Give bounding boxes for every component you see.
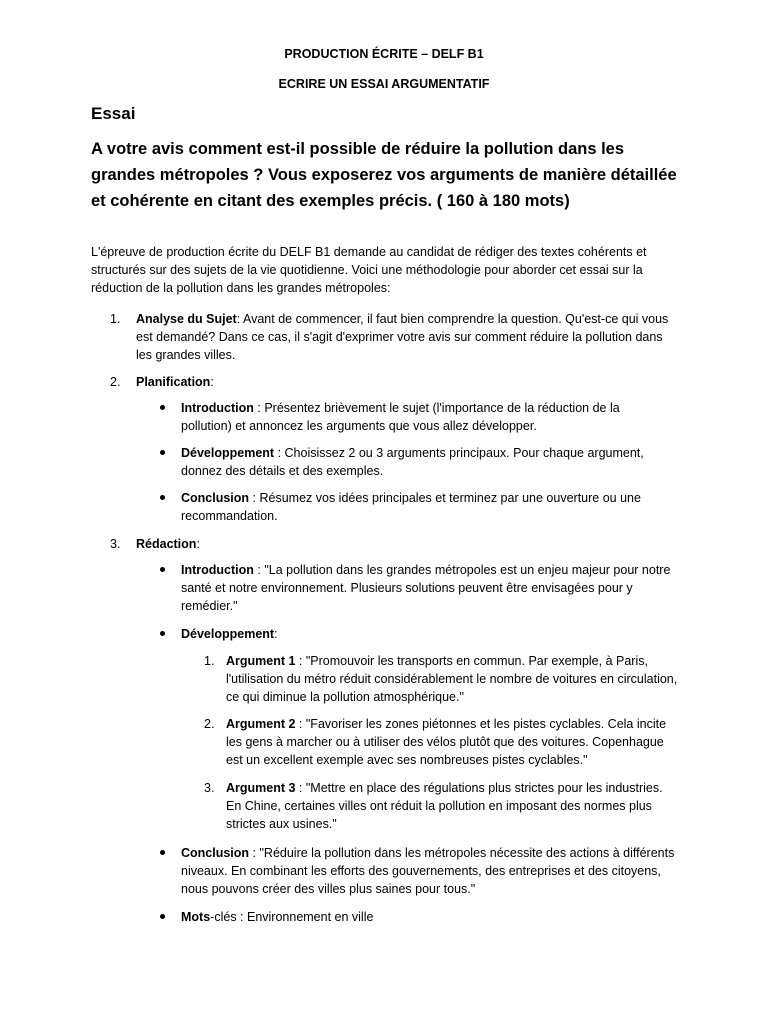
argument-number: 1. xyxy=(204,654,215,668)
document-subtitle: ECRIRE UN ESSAI ARGUMENTATIF xyxy=(278,77,490,91)
item-title: Conclusion xyxy=(181,846,250,860)
step-title: Rédaction xyxy=(136,537,197,551)
step-text: : xyxy=(196,537,200,551)
item-title: Introduction xyxy=(181,563,254,577)
essay-question: A votre avis comment est-il possible de réduire la pollution dans les grandes métropoles ? Vous exposerez vos arguments de manière détaillée et cohérente en citant des exemples précis. ( 160 à 180 mots) xyxy=(91,140,677,210)
item-text: : "Réduire la pollution dans les métropoles nécessite des actions à différents niveaux. En combinant les efforts des gouvernements, des entreprises et des citoyens, nous pouvons créer des villes plus saines pour tous." xyxy=(181,846,675,896)
item-title: Conclusion xyxy=(181,491,250,505)
essay-label: Essai xyxy=(91,104,136,123)
argument-number: 3. xyxy=(204,781,215,795)
item-text: : "La pollution dans les grandes métropoles est un enjeu majeur pour notre santé et notre environnement. Plusieurs solutions peuvent être envisagées pour y remédier." xyxy=(181,563,671,613)
redaction-introduction xyxy=(181,561,681,615)
argument-2 xyxy=(226,715,681,769)
step-number: 3. xyxy=(110,537,121,551)
step-planification xyxy=(136,373,676,391)
argument-3 xyxy=(226,779,671,833)
step-redaction xyxy=(136,535,676,553)
bullet-icon xyxy=(160,450,165,455)
argument-1 xyxy=(226,652,681,706)
item-text: : xyxy=(274,627,278,641)
item-title: Mots xyxy=(181,910,211,924)
bullet-icon xyxy=(160,914,165,919)
plan-item-developpement xyxy=(181,444,651,480)
document-title: PRODUCTION ÉCRITE – DELF B1 xyxy=(284,47,484,61)
bullet-icon xyxy=(160,631,165,636)
item-title: Introduction xyxy=(181,401,254,415)
redaction-conclusion xyxy=(181,844,681,898)
argument-text: : "Mettre en place des régulations plus strictes pour les industries. En Chine, certaines villes ont réduit la pollution en imposant des normes plus strictes aux usines." xyxy=(226,781,663,831)
bullet-icon xyxy=(160,850,165,855)
item-text: : Présentez brièvement le sujet (l'importance de la réduction de la pollution) et annoncez les arguments que vous allez développer. xyxy=(181,401,620,433)
argument-title: Argument 2 xyxy=(226,717,296,731)
plan-item-introduction xyxy=(181,399,641,435)
bullet-icon xyxy=(160,567,165,572)
argument-text: : "Favoriser les zones piétonnes et les pistes cyclables. Cela incite les gens à marcher ou à utiliser des vélos plutôt que des voitures. Copenhague est un excellent exemple avec ses nombreuses pistes cyclables." xyxy=(226,717,667,767)
argument-text: : "Promouvoir les transports en commun. Par exemple, à Paris, l'utilisation du métro réduit considérablement le nombre de voitures en circulation, ce qui diminue la pollution atmosphérique." xyxy=(226,654,678,704)
argument-number: 2. xyxy=(204,717,215,731)
item-title: Développement xyxy=(181,446,275,460)
bullet-icon xyxy=(160,405,165,410)
step-text: : Avant de commencer, il faut bien comprendre la question. Qu'est-ce qui vous est demandé? Dans ce cas, il s'agit d'exprimer votre avis sur comment réduire la pollution dans les grandes villes. xyxy=(136,312,669,362)
step-text: : xyxy=(210,375,214,389)
step-number: 2. xyxy=(110,375,121,389)
step-analyse xyxy=(136,310,676,364)
step-title: Analyse du Sujet xyxy=(136,312,237,326)
argument-title: Argument 3 xyxy=(226,781,296,795)
intro-paragraph: L'épreuve de production écrite du DELF B1 demande au candidat de rédiger des textes cohérents et structurés sur des sujets de la vie quotidienne. Voici une méthodologie pour aborder cet essai sur la réduction de la pollution dans les grandes métropoles: xyxy=(91,245,647,295)
step-title: Planification xyxy=(136,375,211,389)
redaction-developpement xyxy=(181,625,651,643)
item-text: -clés : Environnement en ville xyxy=(210,910,374,924)
item-title: Développement xyxy=(181,627,275,641)
redaction-mots-cles xyxy=(181,908,651,926)
item-text: : Résumez vos idées principales et terminez par une ouverture ou une recommandation. xyxy=(181,491,641,523)
argument-title: Argument 1 xyxy=(226,654,296,668)
step-number: 1. xyxy=(110,312,121,326)
plan-item-conclusion xyxy=(181,489,651,525)
bullet-icon xyxy=(160,495,165,500)
item-text: : Choisissez 2 ou 3 arguments principaux. Pour chaque argument, donnez des détails et des exemples. xyxy=(181,446,644,478)
